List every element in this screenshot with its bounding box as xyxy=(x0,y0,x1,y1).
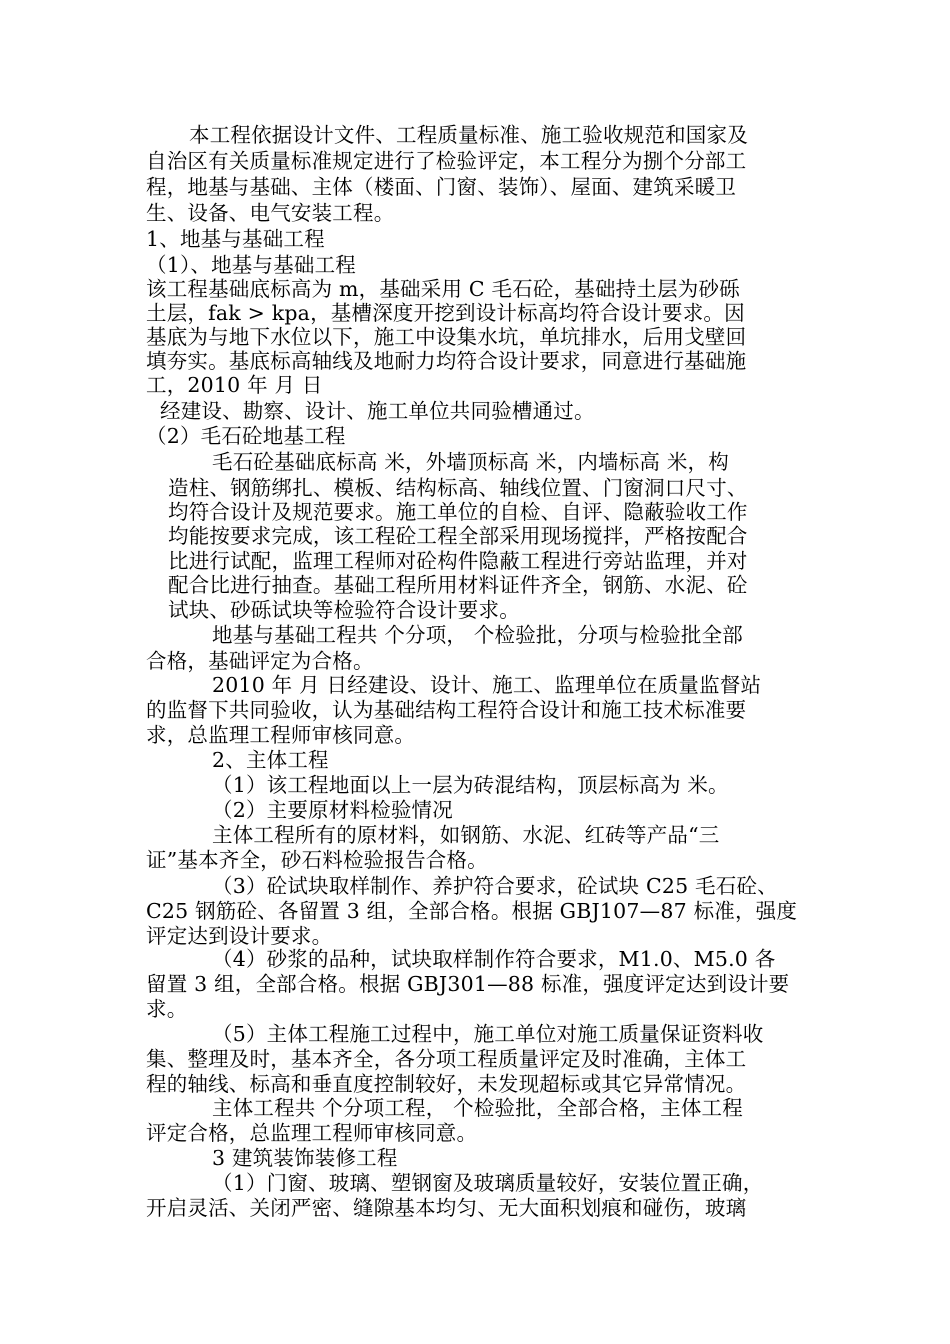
intro-line-2: 自治区有关质量标准规定进行了检验评定，本工程分为捌个分部工 xyxy=(146,149,747,173)
s1-acceptance-line-2: 的监督下共同验收，认为基础结构工程符合设计和施工技术标准要 xyxy=(146,698,747,722)
sub2-line-3: 均符合设计及规范要求。施工单位的自检、自评、隐蔽验收工作 xyxy=(168,500,748,524)
sub1-line-6: 经建设、勘察、设计、施工单位共同验槽通过。 xyxy=(160,399,595,423)
s2-summary-line-1: 主体工程共 个分项工程， 个检验批，全部合格，主体工程 xyxy=(212,1096,743,1120)
s1-summary-line-2: 合格，基础评定为合格。 xyxy=(146,649,374,673)
s2-item5-line-3: 程的轴线、标高和垂直度控制较好，未发现超标或其它异常情况。 xyxy=(146,1072,747,1096)
section1-sub1-title: （1）、地基与基础工程 xyxy=(146,253,356,277)
s2-summary-line-2: 评定合格，总监理工程师审核同意。 xyxy=(146,1121,478,1145)
intro-line-1: 本工程依据设计文件、工程质量标准、施工验收规范和国家及 xyxy=(189,123,748,147)
intro-line-4: 生、设备、电气安装工程。 xyxy=(146,201,395,225)
intro-line-3: 程，地基与基础、主体（楼面、门窗、装饰）、屋面、建筑采暖卫 xyxy=(146,175,737,199)
sub1-line-4: 填夯实。基底标高轴线及地耐力均符合设计要求，同意进行基础施 xyxy=(146,349,747,373)
s2-item2: （2）主要原材料检验情况 xyxy=(212,798,453,822)
section1-title: 1、地基与基础工程 xyxy=(146,227,325,251)
sub2-line-2: 造柱、钢筋绑扎、模板、结构标高、轴线位置、门窗洞口尺寸、 xyxy=(168,476,748,500)
s2-item4-line-1: （4）砂浆的品种，试块取样制作符合要求，M1.0、M5.0 各 xyxy=(212,947,776,971)
s1-acceptance-line-1: 2010 年 月 日经建设、设计、施工、监理单位在质量监督站 xyxy=(212,673,762,697)
s2-item4-line-2: 留置 3 组，全部合格。根据 GBJ301—88 标准，强度评定达到设计要 xyxy=(146,972,790,996)
s2-item3-line-3: 评定达到设计要求。 xyxy=(146,924,333,948)
s3-item1-line-2: 开启灵活、关闭严密、缝隙基本均匀、无大面积划痕和碰伤，玻璃 xyxy=(146,1196,747,1220)
sub2-line-1: 毛石砼基础底标高 米，外墙顶标高 米，内墙标高 米，构 xyxy=(212,450,729,474)
s2-item5-line-2: 集、整理及时，基本齐全，各分项工程质量评定及时准确，主体工 xyxy=(146,1047,747,1071)
sub1-line-1: 该工程基础底标高为 m，基础采用 C 毛石砼，基础持土层为砂砾 xyxy=(146,277,740,301)
section2-title: 2、主体工程 xyxy=(212,748,329,772)
s2-item4-line-3: 求。 xyxy=(146,997,188,1021)
section3-title: 3 建筑装饰装修工程 xyxy=(212,1146,398,1170)
s1-summary-line-1: 地基与基础工程共 个分项， 个检验批，分项与检验批全部 xyxy=(212,623,743,647)
s2-item3-line-2: C25 钢筋砼、各留置 3 组，全部合格。根据 GBJ107—87 标准，强度 xyxy=(146,899,798,923)
s2-item3-line-1: （3）砼试块取样制作、养护符合要求，砼试块 C25 毛石砼、 xyxy=(212,874,778,898)
s2-materials-line-1: 主体工程所有的原材料，如钢筋、水泥、红砖等产品“三 xyxy=(212,823,720,847)
s2-item1: （1）该工程地面以上一层为砖混结构，顶层标高为 米。 xyxy=(212,773,729,797)
sub2-line-7: 试块、砂砾试块等检验符合设计要求。 xyxy=(168,598,520,622)
sub2-line-4: 均能按要求完成，该工程砼工程全部采用现场搅拌，严格按配合 xyxy=(168,524,748,548)
sub1-line-5: 工，2010 年 月 日 xyxy=(146,373,323,397)
sub2-line-5: 比进行试配，监理工程师对砼构件隐蔽工程进行旁站监理，并对 xyxy=(168,549,748,573)
sub1-line-3: 基底为与地下水位以下，施工中设集水坑，单坑排水，后用戈壁回 xyxy=(146,325,747,349)
s2-materials-line-2: 证”基本齐全，砂石料检验报告合格。 xyxy=(146,848,488,872)
s2-item5-line-1: （5）主体工程施工过程中，施工单位对施工质量保证资料收 xyxy=(212,1022,764,1046)
s1-acceptance-line-3: 求，总监理工程师审核同意。 xyxy=(146,723,416,747)
s3-item1-line-1: （1）门窗、玻璃、塑钢窗及玻璃质量较好，安装位置正确， xyxy=(212,1171,764,1195)
section1-sub2-title: （2）毛石砼地基工程 xyxy=(146,424,346,448)
sub2-line-6: 配合比进行抽查。基础工程所用材料证件齐全，钢筋、水泥、砼 xyxy=(168,573,748,597)
sub1-line-2: 土层，fak > kpa，基槽深度开挖到设计标高均符合设计要求。因 xyxy=(146,301,745,325)
